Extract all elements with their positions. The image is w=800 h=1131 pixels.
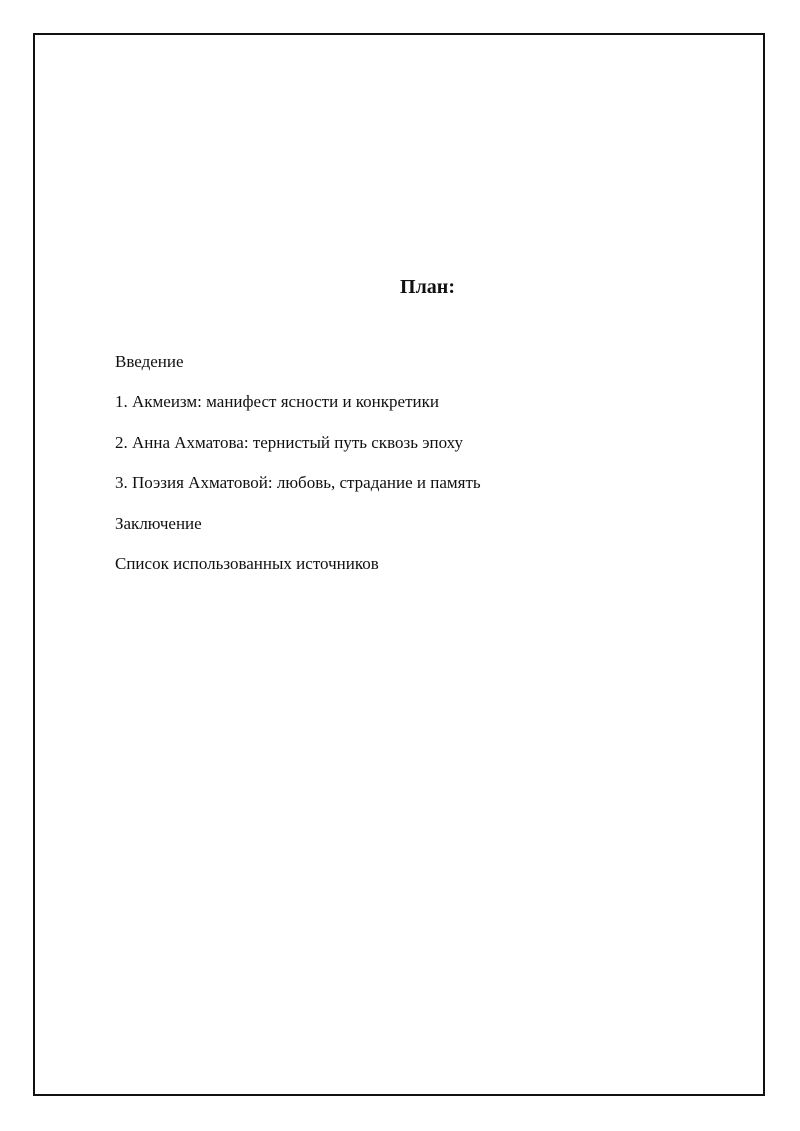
table-of-contents: [115, 350, 481, 592]
page-title: План:: [400, 276, 455, 298]
toc-item-conclusion: Заключение: [115, 513, 202, 533]
toc-item-acmeism: 1. Акмеизм: манифест ясности и конкретики: [115, 392, 439, 412]
toc-item-introduction: Введение: [115, 352, 184, 371]
toc-item-akhmatova-poetry: 3. Поэзия Ахматовой: любовь, страдание и память: [115, 473, 481, 493]
toc-item-sources: Список использованных источников: [115, 553, 379, 573]
toc-item-akhmatova-path: 2. Анна Ахматова: тернистый путь сквозь эпоху: [115, 432, 464, 452]
